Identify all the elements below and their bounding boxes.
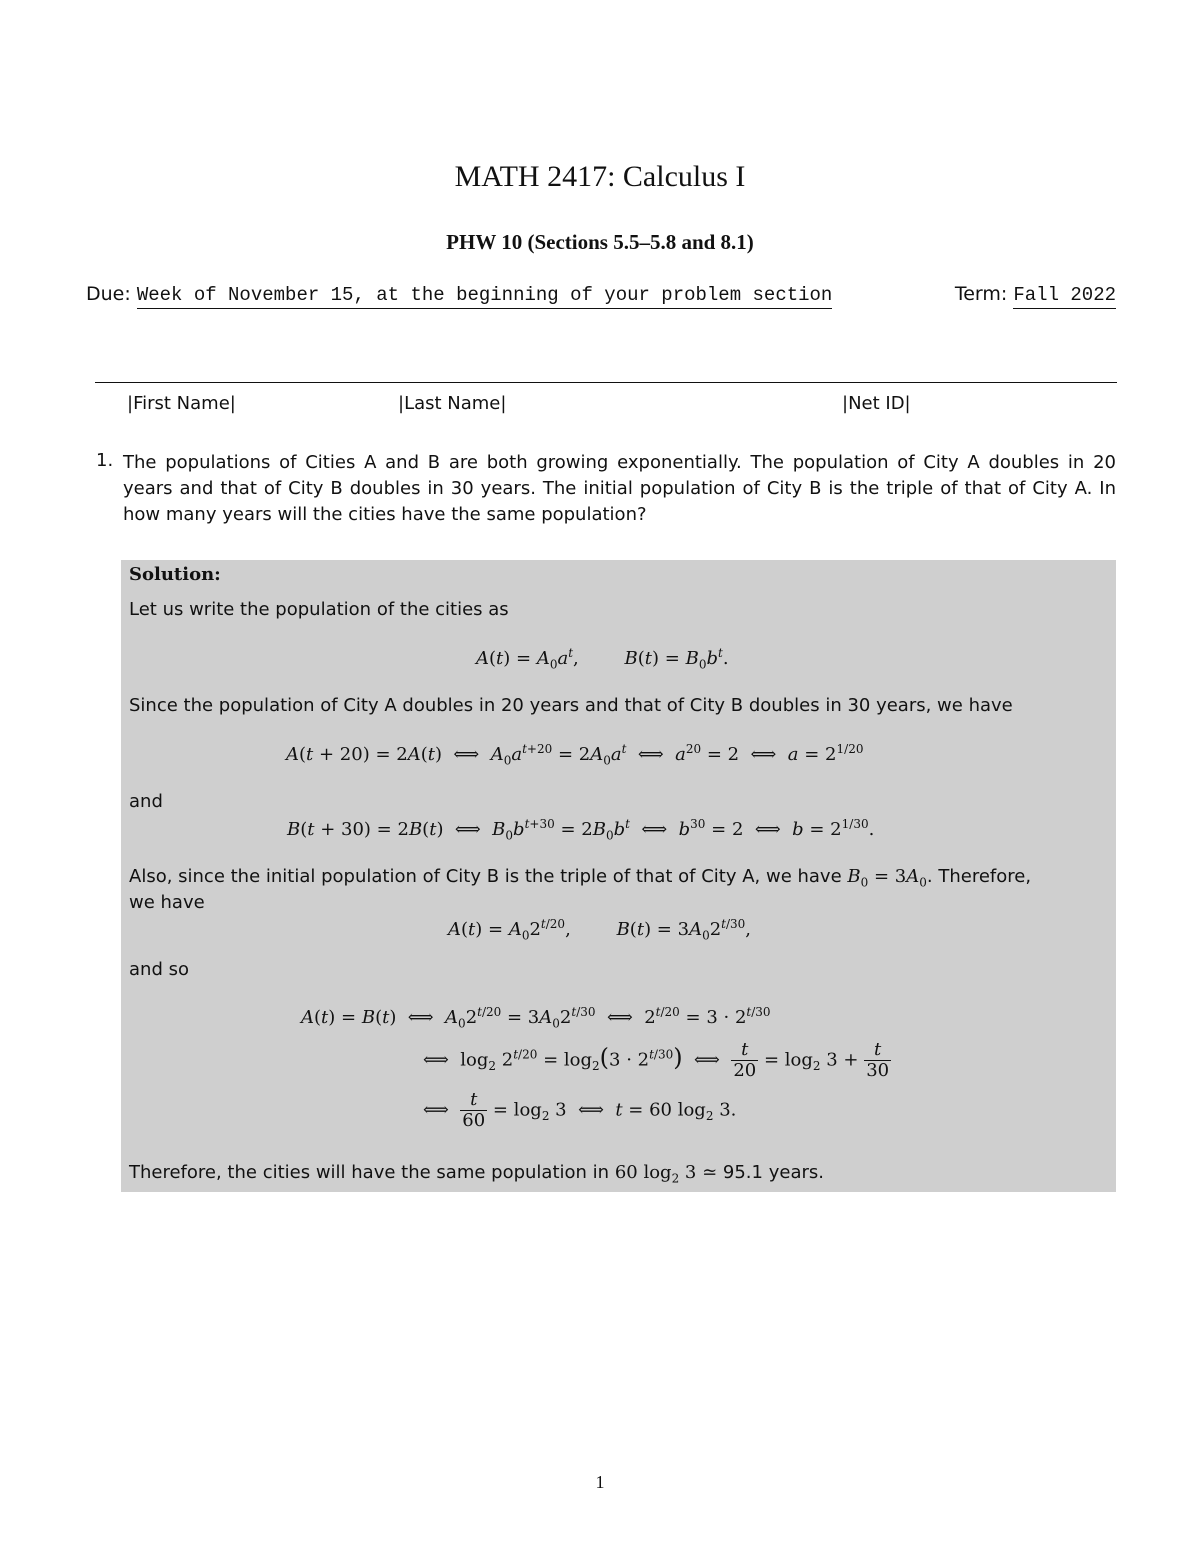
conclusion-unit: years. bbox=[768, 1162, 824, 1183]
conclusion-expression: 60 $\log_2 3$ ≃ bbox=[614, 1162, 723, 1186]
term-value: Fall 2022 bbox=[1013, 284, 1116, 309]
solution-and-1: and bbox=[129, 791, 163, 812]
solution-paragraph-1: Let us write the population of the cities as bbox=[129, 599, 509, 620]
solution-paragraph-2: Since the population of City A doubles in 20 years and that of City B doubles in 30 years, we have bbox=[129, 695, 1013, 716]
term-label: Term: bbox=[954, 283, 1008, 305]
solution-heading: Solution: bbox=[129, 564, 221, 585]
assignment-title: PHW 10 (Sections 5.5–5.8 and 8.1) bbox=[446, 230, 754, 254]
solution-paragraph-3-b: . Therefore, bbox=[926, 866, 1032, 887]
first-name-field: |First Name| bbox=[127, 393, 236, 414]
conclusion-value: 95.1 bbox=[722, 1162, 763, 1183]
equation-city-a: A(t + 20) = 2A(t) ⟺ $A_0a^{t+20} = 2A_0a^t$ ⟺ $a^{20} = 2$ ⟺ $a = 2^{1/20}$ bbox=[286, 742, 864, 768]
equation-substituted: $A(t) = A_02^{t/20}$, $B(t) = 3A_02^{t/30}$, bbox=[448, 917, 752, 943]
solution-paragraph-3-a: Also, since the initial population of City B is the triple of that of City A, we have bbox=[129, 866, 842, 887]
net-id-field: |Net ID| bbox=[842, 393, 911, 414]
conclusion-text: Therefore, the cities will have the same population in bbox=[129, 1162, 610, 1183]
equation-solve-line-2: ⟺ $\log_2 2^{t/20} = \log_2(3 \cdot 2^{t/30})$ ⟺ $\frac{t}{20}$ = $\log_2 3$ + $\frac{t}{30}$ bbox=[423, 1039, 890, 1081]
solution-conclusion bbox=[129, 1162, 824, 1186]
equation-model: $A(t) = A_0a^t$, $B(t) = B_0b^t$. bbox=[476, 646, 729, 672]
equation-initial: $B_0 = 3A_0$ bbox=[847, 866, 927, 890]
term-field bbox=[955, 283, 1116, 306]
solution-paragraph-3-c: we have bbox=[129, 892, 205, 913]
due-row bbox=[86, 283, 1116, 306]
due-value: Week of November 15, at the beginning of your problem section bbox=[137, 284, 833, 309]
equation-city-b: B(t + 30) = 2B(t) ⟺ $B_0b^{t+30} = 2B_0b^t$ ⟺ $b^{30} = 2$ ⟺ $b = 2^{1/30}$. bbox=[287, 817, 875, 843]
name-rule bbox=[95, 382, 1117, 383]
solution-box bbox=[121, 560, 1116, 1192]
question-text: The populations of Cities A and B are both growing exponentially. The population of City A doubles in 20 years and that of City B doubles in 30 years. The initial population of City B is the triple of that of City A. In how many years will the cities have the same population? bbox=[123, 452, 1116, 525]
equation-solve-line-1: A(t) = B(t) ⟺ $A_02^{t/20} = 3A_02^{t/30}$ ⟺ $2^{t/20} = 3 \cdot 2^{t/30}$ bbox=[301, 1005, 771, 1031]
page-number: 1 bbox=[595, 1472, 605, 1492]
due-label: Due: bbox=[86, 283, 131, 305]
course-title: MATH 2417: Calculus I bbox=[454, 160, 746, 193]
last-name-field: |Last Name| bbox=[398, 393, 507, 414]
equation-solve-line-3: ⟺ $\frac{t}{60}$ = $\log_2 3$ ⟺ t = 60 $\log_2 3$. bbox=[423, 1089, 737, 1131]
solution-and-so: and so bbox=[129, 959, 189, 980]
question-number: 1. bbox=[96, 450, 114, 471]
solution-paragraph-3 bbox=[129, 866, 1031, 890]
